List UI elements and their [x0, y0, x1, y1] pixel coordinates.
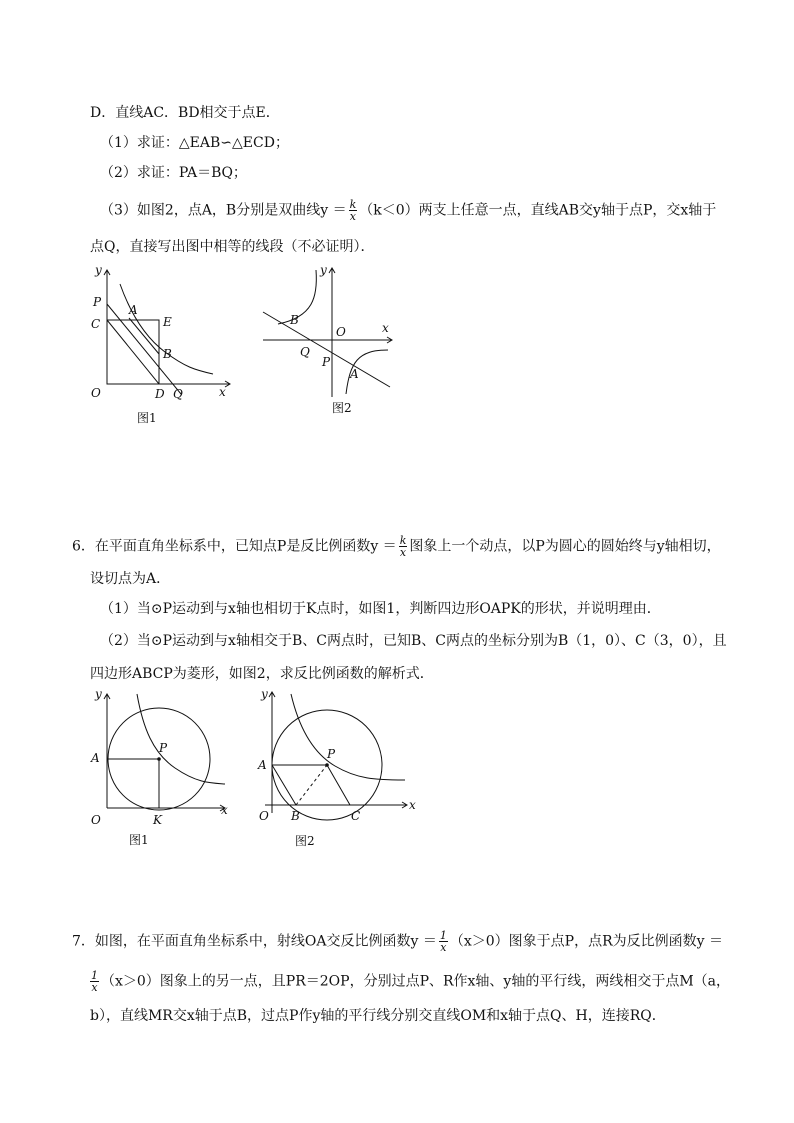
figure-5-2: [258, 262, 408, 422]
q5-fraction: [349, 199, 358, 222]
label-x: x: [409, 798, 416, 812]
label-O: O: [336, 325, 346, 339]
q6-sub2-line1: （2）当⊙P运动到与x轴相交于B、C两点时，已知B、C两点的坐标分别为B（1，0）、C（3，0），且: [100, 633, 727, 649]
label-P: P: [327, 747, 336, 761]
figure-caption: 图1: [137, 411, 157, 425]
q5-sub3-line: [100, 199, 716, 222]
q6-sub1: （1）当⊙P运动到与x轴也相切于K点时，如图1，判断四边形OAPK的形状，并说明理由．: [100, 601, 661, 617]
fraction-denominator: x: [440, 941, 447, 954]
q7-line1: [72, 930, 723, 953]
label-B: B: [163, 347, 172, 361]
fraction-numerator: 1: [91, 969, 98, 982]
label-O: O: [91, 386, 101, 400]
label-x: x: [219, 385, 226, 399]
label-P: P: [93, 295, 102, 309]
q6-sub2-line2: 四边形ABCP为菱形，如图2，求反比例函数的解析式．: [90, 666, 434, 682]
q5-sub3-text-a: （3）如图2，点A，B分别是双曲线y ＝: [100, 202, 347, 219]
figure-5-1: [85, 262, 235, 432]
q7-text-b: （x＞0）图象于点P，点R为反比例函数y ＝: [449, 933, 723, 950]
label-P: P: [159, 741, 168, 755]
point-P: [325, 763, 329, 767]
label-K: K: [153, 813, 162, 827]
point-P: [157, 757, 161, 761]
label-E: E: [163, 315, 172, 329]
label-B: B: [291, 809, 300, 823]
fraction-numerator: k: [349, 198, 357, 211]
label-O: O: [259, 809, 269, 823]
figure-caption: 图2: [295, 834, 315, 848]
q7-text-c: （x＞0）图象上的另一点，且PR＝2OP，分别过点P、R作x轴、y轴的平行线，两线相交于点M（a，: [101, 973, 731, 990]
q5-sub3-text-b: （k＜0）两支上任意一点，直线AB交y轴于点P，交x轴于: [359, 202, 717, 219]
label-x: x: [221, 803, 228, 817]
label-A: A: [350, 367, 359, 381]
figure-6-1: [85, 688, 235, 853]
label-B: B: [290, 313, 299, 327]
label-x: x: [382, 321, 389, 335]
label-y: y: [320, 263, 327, 277]
hyperbola-curve: [137, 694, 225, 784]
dashed-BP: [296, 765, 327, 805]
figure-caption: 图2: [332, 401, 352, 415]
figure-6-2: [255, 688, 420, 853]
q6-text-b: 图象上一个动点，以P为圆心的圆始终与y轴相切，: [409, 538, 721, 555]
q6-text-a: 6．在平面直角坐标系中，已知点P是反比例函数y ＝: [72, 538, 397, 555]
label-Q: Q: [300, 345, 310, 359]
label-y: y: [95, 263, 102, 277]
q6-fraction: [399, 535, 408, 558]
label-y: y: [95, 687, 102, 701]
q5-sub1: （1）求证：△EAB∽△ECD；: [100, 135, 289, 151]
label-C: C: [351, 809, 361, 823]
q6-line2: 设切点为A．: [90, 571, 171, 587]
label-C: C: [91, 317, 101, 331]
fraction-numerator: k: [399, 534, 407, 547]
q7-text-a: 7．如图，在平面直角坐标系中，射线OA交反比例函数y ＝: [72, 933, 437, 950]
label-P: P: [322, 355, 331, 369]
q5-sub2: （2）求证：PA＝BQ；: [100, 165, 247, 181]
fraction-numerator: 1: [439, 929, 447, 942]
q6-line1: [72, 535, 721, 558]
label-D: D: [155, 387, 165, 401]
fraction-denominator: x: [349, 210, 357, 223]
q5-sub3-line2: 点Q，直接写出图中相等的线段（不必证明）．: [90, 239, 375, 255]
line-CD: [107, 320, 159, 384]
label-A: A: [129, 303, 138, 317]
q5-line-d: D．直线AC．BD相交于点E．: [90, 105, 280, 121]
hyperbola-curve: [291, 694, 405, 780]
label-A: A: [258, 758, 267, 772]
q7-fraction-2: [90, 970, 99, 993]
label-Q: Q: [173, 387, 183, 401]
q7-line3: b），直线MR交x轴于点B，过点P作y轴的平行线分别交直线OM和x轴于点Q、H，连接RQ．: [90, 1008, 666, 1024]
fraction-denominator: x: [399, 546, 407, 559]
label-y: y: [261, 687, 268, 701]
q7-fraction-1: [439, 930, 448, 953]
figure-caption: 图1: [129, 833, 149, 847]
label-A: A: [91, 751, 100, 765]
label-O: O: [91, 813, 101, 827]
q7-line2: [88, 970, 730, 993]
fraction-denominator: x: [91, 981, 98, 994]
